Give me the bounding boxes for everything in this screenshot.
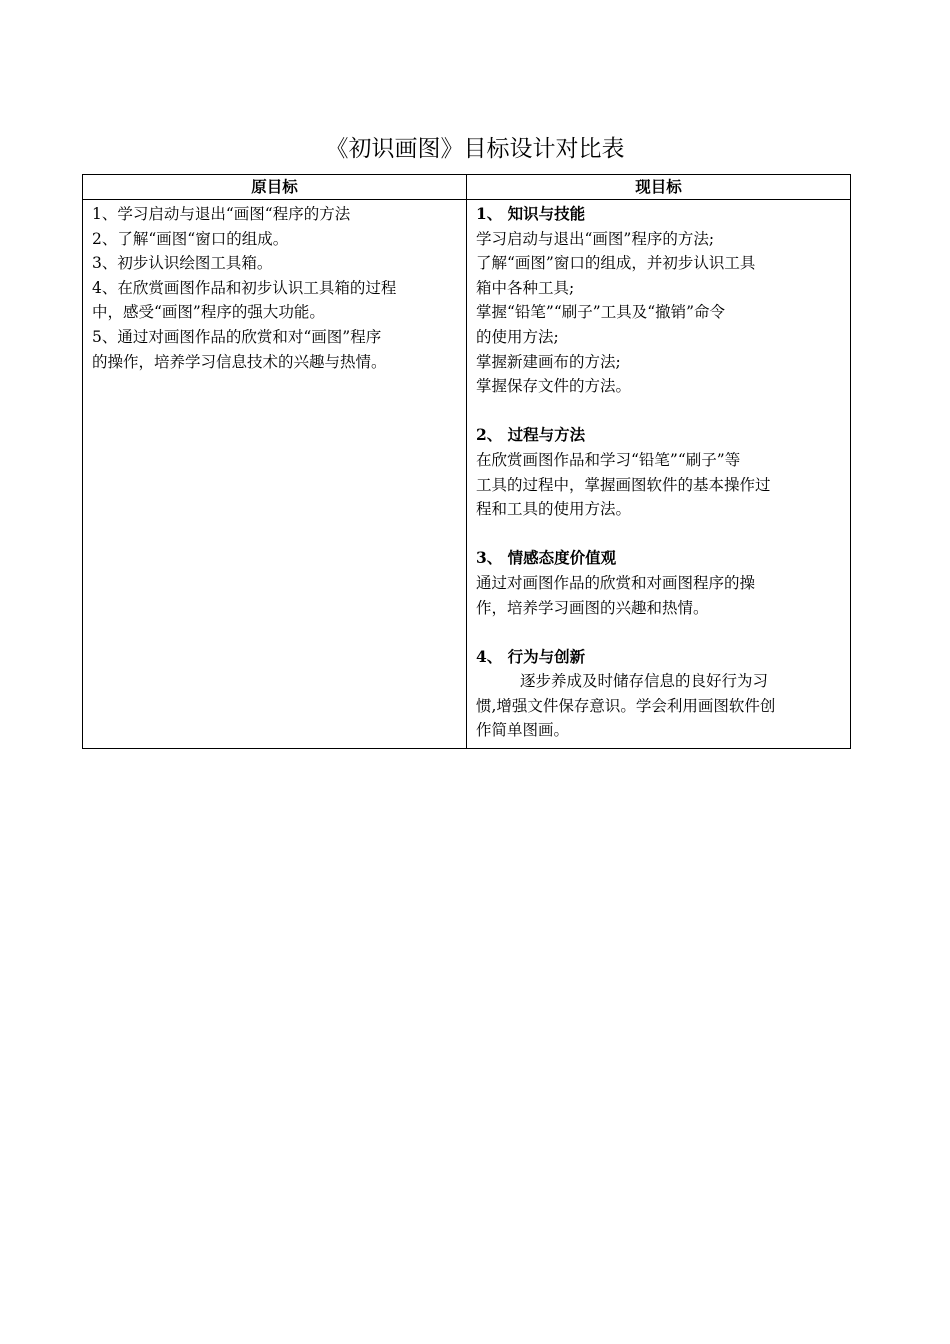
section-heading: 1、 知识与技能 xyxy=(476,204,586,223)
original-goals-cell xyxy=(83,200,467,749)
table-header-row xyxy=(83,175,851,200)
section-line: 掌握新建画布的方法; xyxy=(476,352,621,371)
original-goal-line: 2、了解“画图“窗口的组成。 xyxy=(92,229,289,248)
section-attitude-values xyxy=(476,546,842,620)
current-goals-cell xyxy=(467,200,851,749)
header-original-goals: 原目标 xyxy=(83,175,467,200)
section-line: 学习启动与退出“画图”程序的方法; xyxy=(476,229,715,248)
section-line: 掌握“铅笔”“刷子”工具及“撤销”命令 xyxy=(476,303,726,322)
section-line: 惯,增强文件保存意识。学会利用画图软件创 xyxy=(476,696,776,715)
table-row xyxy=(83,200,851,749)
section-spacer xyxy=(476,399,842,424)
comparison-table xyxy=(82,174,851,749)
document-title: 《初识画图》目标设计对比表 xyxy=(325,136,625,162)
original-goal-line: 5、通过对画图作品的欣赏和对“画图”程序 xyxy=(92,327,382,346)
original-goal-line: 中，感受“画图”程序的强大功能。 xyxy=(92,303,325,322)
original-goal-line: 3、初步认识绘图工具箱。 xyxy=(92,254,273,273)
section-line: 作，培养学习画图的兴趣和热情。 xyxy=(476,598,709,617)
section-line: 逐步养成及时储存信息的良好行为习 xyxy=(520,672,769,691)
section-heading: 2、 过程与方法 xyxy=(476,425,586,445)
section-knowledge-skills xyxy=(476,202,842,399)
section-line: 的使用方法; xyxy=(476,327,559,346)
original-goal-line: 4、在欣赏画图作品和初步认识工具箱的过程 xyxy=(92,278,397,297)
section-line: 了解“画图”窗口的组成，并初步认识工具 xyxy=(476,254,756,273)
section-spacer xyxy=(476,522,842,547)
section-line: 箱中各种工具; xyxy=(476,278,575,297)
section-heading: 4、 行为与创新 xyxy=(476,646,586,666)
section-line: 作简单图画。 xyxy=(476,721,570,740)
original-goal-line: 1、学习启动与退出“画图“程序的方法 xyxy=(92,205,351,223)
section-behavior-innovation xyxy=(476,645,842,743)
section-spacer xyxy=(476,620,842,645)
section-line: 在欣赏画图作品和学习“铅笔”“刷子”等 xyxy=(476,450,741,469)
original-goal-line: 的操作，培养学习信息技术的兴趣与热情。 xyxy=(92,352,387,371)
section-line: 掌握保存文件的方法。 xyxy=(476,377,632,396)
section-line: 工具的过程中，掌握画图软件的基本操作过 xyxy=(476,475,771,494)
section-process-methods xyxy=(476,423,842,521)
section-line: 程和工具的使用方法。 xyxy=(476,500,632,519)
section-line: 通过对画图作品的欣赏和对画图程序的操 xyxy=(476,573,756,592)
section-heading: 3、 情感态度价值观 xyxy=(476,548,617,568)
header-current-goals: 现目标 xyxy=(467,175,851,200)
